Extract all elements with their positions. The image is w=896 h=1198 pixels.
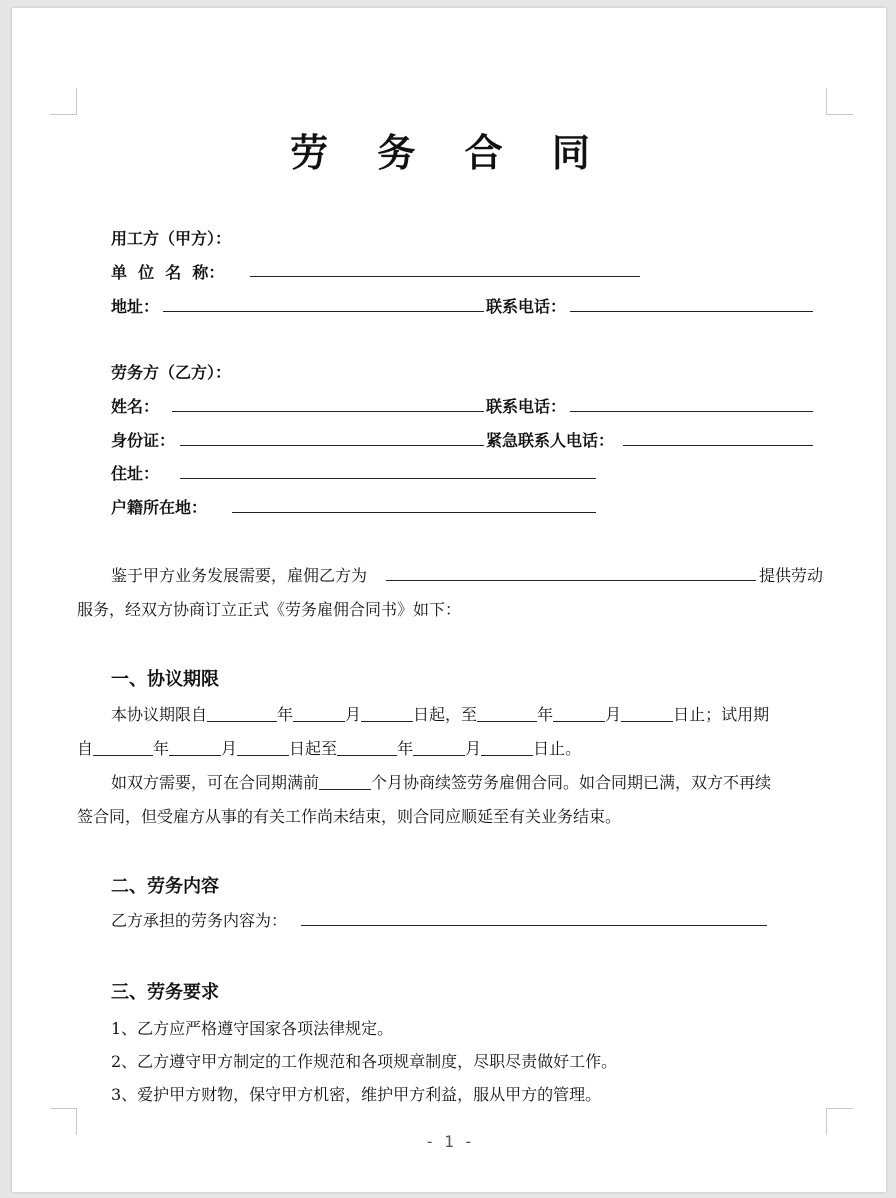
margin-corner-top-left (50, 88, 77, 115)
trial-start-day-blank[interactable] (237, 739, 289, 756)
requirement-item: 2、乙方遵守甲方制定的工作规范和各项规章制度，尽职尽责做好工作。 (111, 1052, 618, 1071)
trial-end-month-blank[interactable] (413, 739, 465, 756)
party-a-address-label: 地址： (111, 297, 160, 316)
party-b-id-label: 身份证： (111, 431, 176, 450)
month-label: 月 (345, 705, 362, 724)
party-a-unit-field[interactable] (250, 276, 640, 277)
margin-corner-top-right (826, 88, 853, 115)
party-b-hukou-label: 户籍所在地： (111, 498, 208, 517)
section3-heading: 三、劳务要求 (111, 982, 219, 1003)
party-b-residence-field[interactable] (180, 478, 596, 479)
intro-text-start: 鉴于甲方业务发展需要，雇佣乙方为 (111, 566, 368, 585)
party-b-id-field[interactable] (180, 445, 484, 446)
party-a-unit-label: 单 位 名 称： (111, 263, 225, 282)
end-day-blank[interactable] (621, 705, 673, 722)
section1-heading: 一、协议期限 (111, 669, 219, 690)
trial-label: 日止；试用期 (673, 705, 770, 724)
trial-start-year-blank[interactable] (93, 739, 153, 756)
party-b-name-label: 姓名： (111, 397, 160, 416)
day-from2-label: 日起至 (289, 739, 338, 758)
section1-period-line1 (111, 702, 769, 725)
renewal-text-start: 如双方需要，可在合同期满前 (111, 773, 320, 792)
year-label: 年 (153, 739, 170, 758)
document-page (12, 8, 886, 1192)
party-a-phone-label: 联系电话： (486, 297, 567, 316)
start-day-blank[interactable] (361, 705, 413, 722)
margin-corner-bottom-right (826, 1108, 853, 1135)
section1-renewal-line2: 签合同，但受雇方从事的有关工作尚未结束，则合同应顺延至有关业务结束。 (77, 807, 622, 826)
trial-end-year-blank[interactable] (337, 739, 397, 756)
party-b-emergency-field[interactable] (623, 445, 813, 446)
party-b-heading: 劳务方（乙方）： (111, 363, 232, 382)
trial-end-day-blank[interactable] (481, 739, 533, 756)
end-month-blank[interactable] (553, 705, 605, 722)
start-month-blank[interactable] (293, 705, 345, 722)
renewal-text-end: 个月协商续签劳务雇佣合同。如合同期已满，双方不再续 (371, 773, 772, 792)
day-end-label: 日止。 (533, 739, 582, 758)
requirement-item: 1、乙方应严格遵守国家各项法律规定。 (111, 1019, 394, 1038)
end-year-blank[interactable] (477, 705, 537, 722)
margin-corner-bottom-left (50, 1108, 77, 1135)
page-number: - 1 - (424, 1132, 474, 1151)
party-a-heading: 用工方（甲方）： (111, 229, 232, 248)
document-title: 劳 务 合 同 (290, 130, 608, 175)
party-b-phone-field[interactable] (570, 411, 813, 412)
party-b-name-field[interactable] (172, 411, 484, 412)
period-start-text: 本协议期限自 (111, 705, 208, 724)
requirement-item: 3、爱护甲方财物，保守甲方机密，维护甲方利益，服从甲方的管理。 (111, 1085, 602, 1104)
year-label: 年 (397, 739, 414, 758)
intro-text-line2: 服务，经双方协商订立正式《劳务雇佣合同书》如下： (77, 600, 462, 619)
year-label: 年 (537, 705, 554, 724)
trial-from-text: 自 (77, 739, 94, 758)
renewal-months-blank[interactable] (319, 773, 371, 790)
month-label: 月 (465, 739, 482, 758)
party-b-emergency-label: 紧急联系人电话： (486, 431, 615, 450)
intro-role-field[interactable] (386, 580, 756, 581)
party-a-address-field[interactable] (163, 311, 484, 312)
month-label: 月 (605, 705, 622, 724)
start-year-blank[interactable] (207, 705, 277, 722)
party-b-hukou-field[interactable] (232, 512, 596, 513)
section2-heading: 二、劳务内容 (111, 876, 219, 897)
section2-content-label: 乙方承担的劳务内容为： (111, 911, 288, 930)
year-label: 年 (277, 705, 294, 724)
section1-period-line2 (77, 736, 581, 759)
day-from-label: 日起，至 (413, 705, 478, 724)
party-a-phone-field[interactable] (570, 311, 813, 312)
section2-content-field[interactable] (301, 925, 767, 926)
intro-text-end: 提供劳动 (759, 566, 824, 585)
section1-renewal-line1 (111, 770, 771, 793)
month-label: 月 (221, 739, 238, 758)
party-b-phone-label: 联系电话： (486, 397, 567, 416)
party-b-residence-label: 住址： (111, 464, 160, 483)
trial-start-month-blank[interactable] (169, 739, 221, 756)
